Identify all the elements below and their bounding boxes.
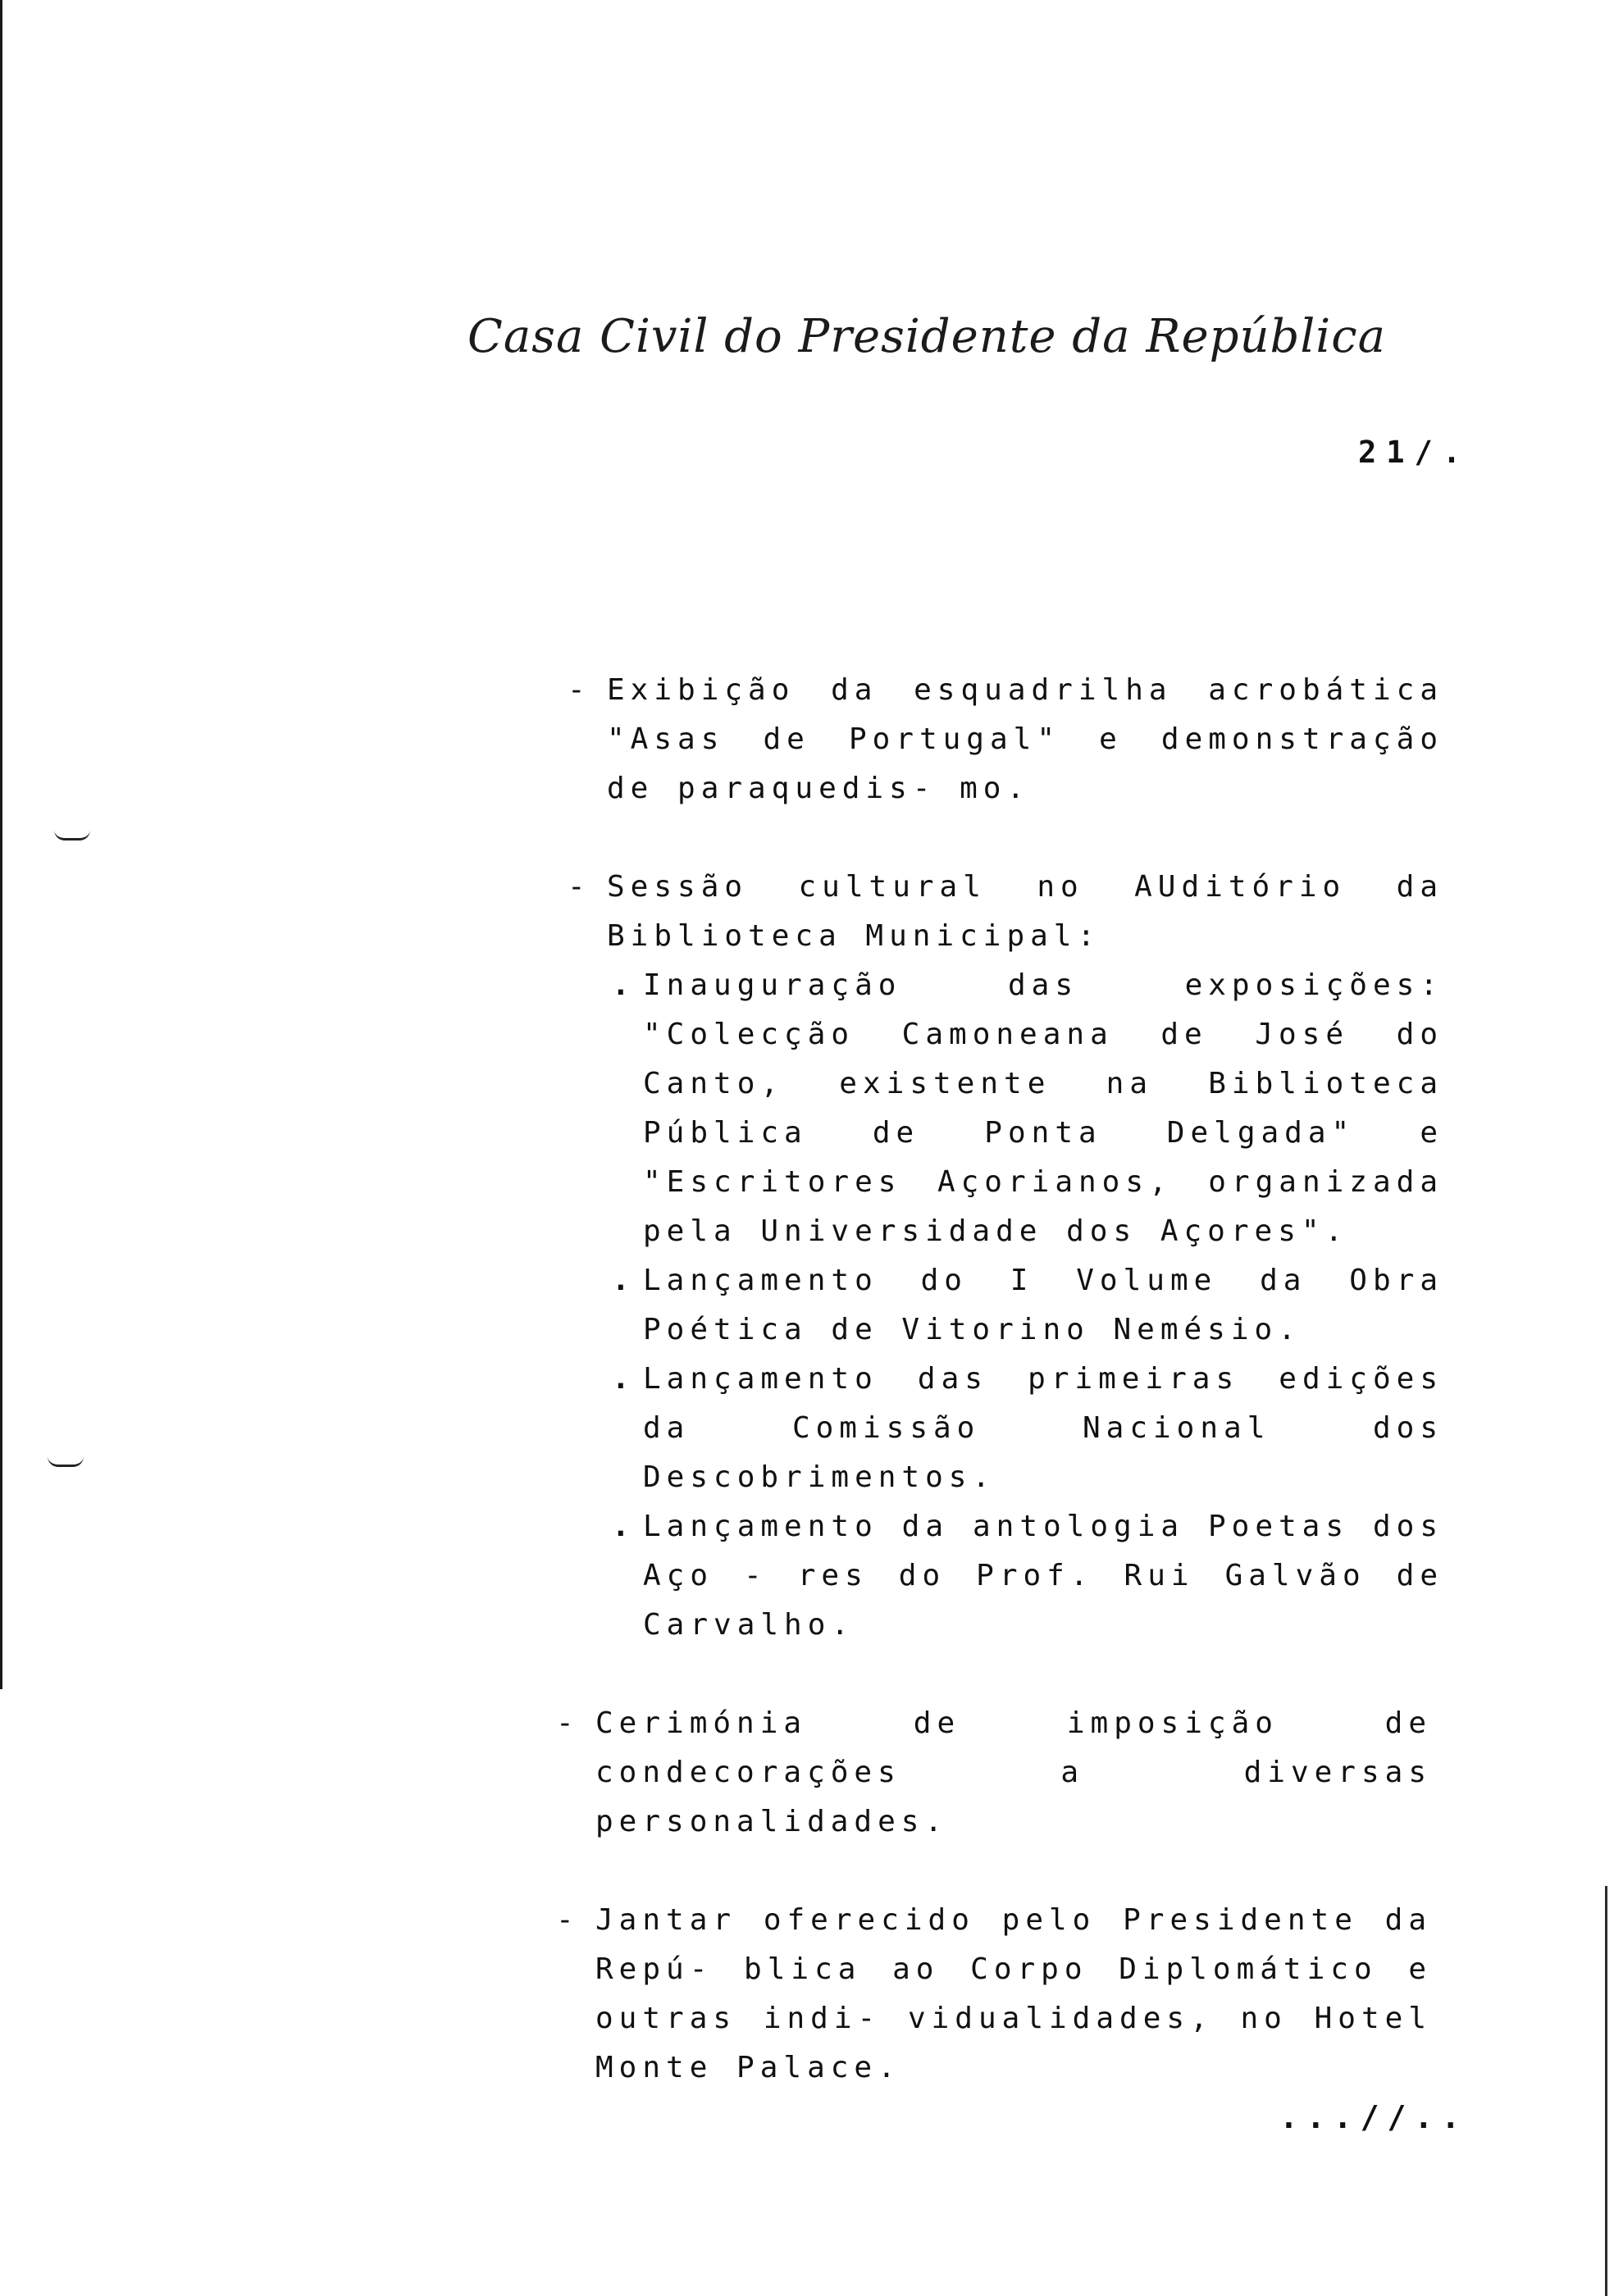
agenda-item-dinner	[546, 1896, 1432, 2093]
item-text: Jantar oferecido pelo Presidente da Repú- blica ao Corpo Diplomático e outras indi- vidualidades, no Hotel Monte Palace.	[595, 1903, 1432, 2084]
agenda-item-aerobatic-display	[558, 666, 1443, 813]
sub-item-bullet: .	[612, 968, 636, 1002]
agenda-item-cultural-session	[558, 863, 1443, 1650]
sub-item-bullet: .	[612, 1362, 636, 1396]
scan-edge-right	[1605, 1886, 1607, 2296]
item-dash: -	[556, 1903, 580, 1937]
margin-mark-lower	[48, 1456, 84, 1467]
sub-list	[607, 961, 1443, 1650]
sub-item-text: Lançamento das primeiras edições da Comissão Nacional dos Descobrimentos.	[643, 1362, 1443, 1494]
sub-item-nemesio-volume	[607, 1256, 1443, 1355]
margin-mark-upper	[54, 830, 90, 840]
item-text: Cerimónia de imposição de condecorações a diversas personalidades.	[595, 1706, 1432, 1838]
item-dash: -	[568, 673, 591, 707]
sub-item-discoveries-editions	[607, 1355, 1443, 1502]
page-number: 21/.	[1358, 435, 1471, 470]
item-dash: -	[556, 1706, 580, 1740]
sub-item-text: Lançamento da antologia Poetas dos Aço - res do Prof. Rui Galvão de Carvalho.	[643, 1510, 1443, 1642]
letterhead: Casa Civil do Presidente da República	[467, 310, 1386, 363]
scan-edge-left	[0, 0, 2, 1689]
sub-item-text: Lançamento do I Volume da Obra Poética de Vitorino Nemésio.	[643, 1264, 1443, 1346]
document-body	[558, 666, 1443, 2142]
sub-item-text: Inauguração das exposições: "Colecção Camoneana de José do Canto, existente na Biblioteca Pública de Ponta Delgada" e "Escritores Açorianos, organizada pela Universidade dos Açores".	[643, 968, 1443, 1248]
item-dash: -	[568, 870, 591, 904]
continuation-marker: ...//..	[1279, 2099, 1469, 2135]
sub-item-anthology	[607, 1502, 1443, 1650]
sub-item-exhibitions	[607, 961, 1443, 1256]
agenda-item-decorations-ceremony	[546, 1699, 1432, 1847]
item-text: Sessão cultural no AUditório da Biblioteca Municipal:	[607, 870, 1443, 953]
sub-item-bullet: .	[612, 1510, 636, 1543]
item-text: Exibição da esquadrilha acrobática "Asas de Portugal" e demonstração de paraquedis- mo.	[607, 673, 1443, 805]
sub-item-bullet: .	[612, 1264, 636, 1297]
